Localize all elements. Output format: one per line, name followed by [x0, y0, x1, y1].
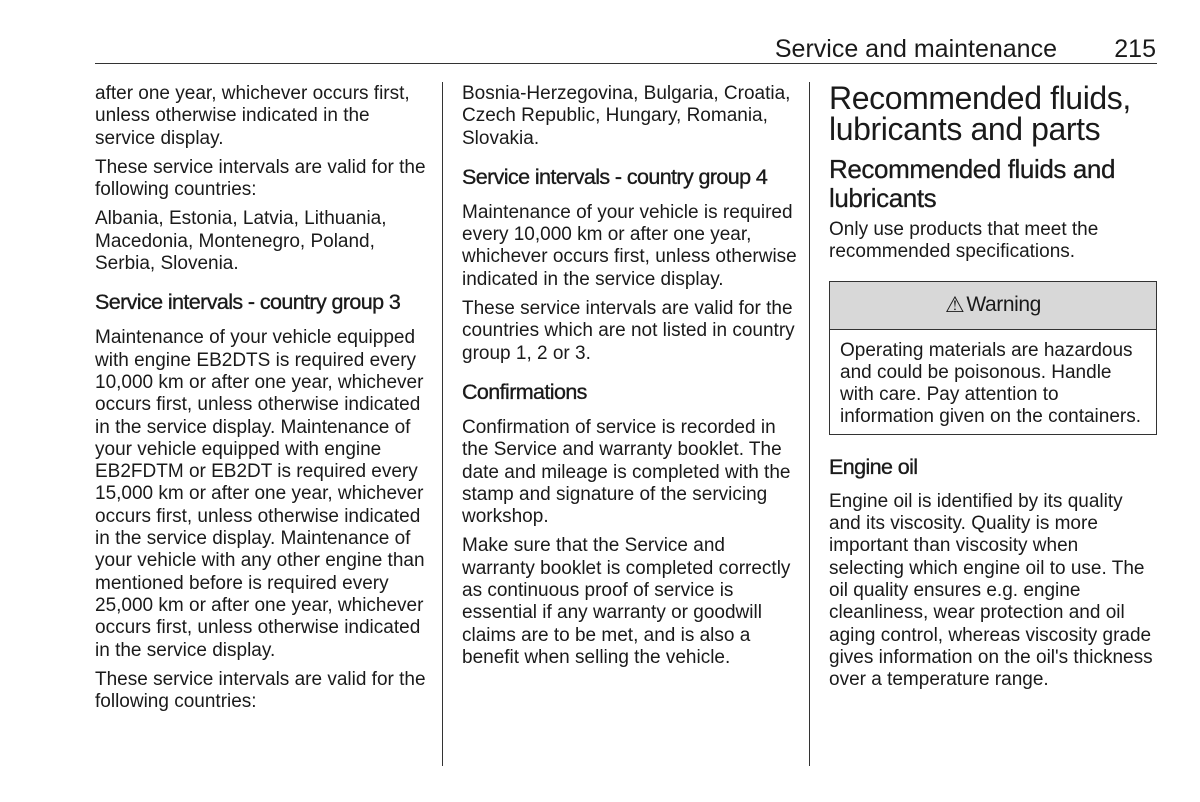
- warning-title: Warning: [966, 293, 1041, 317]
- paragraph: Maintenance of your vehicle equipped with engine EB2DTS is required every 10,000 km or after one year, whichever occurs first, unless otherwise indicated in the service display. Maintenance of your vehicle equipped with engine EB2FDTM or EB2DT is required every 15,000 km or after one year, whichever occurs first, unless otherwise indicated in the service display. Maintenance of your vehicle with any other engine than mentioned before is required every 25,000 km or after one year, whichever occurs first, unless otherwise indicated in the service display.: [95, 327, 425, 661]
- page-header: [95, 33, 1157, 64]
- warning-box: [829, 281, 1157, 435]
- heading-country-group-3: Service intervals - country group 3: [95, 290, 401, 315]
- column-divider-2: [809, 82, 810, 766]
- heading-country-group-4: Service intervals - country group 4: [462, 164, 768, 189]
- heading-engine-oil: Engine oil: [829, 454, 918, 479]
- column-2: [462, 83, 797, 676]
- paragraph: These service intervals are valid for the countries which are not listed in country group 1, 2 or 3.: [462, 298, 795, 364]
- column-3: [829, 80, 1157, 698]
- column-1: [95, 83, 430, 720]
- paragraph: These service intervals are valid for the following countries:: [95, 668, 426, 713]
- paragraph: Confirmation of service is recorded in the Service and warranty booklet. The date and mileage is completed with the stamp and signature of the servicing workshop.: [462, 416, 791, 528]
- section-title: Service and maintenance: [774, 35, 1057, 63]
- warning-header: [830, 282, 1156, 330]
- column-divider-1: [442, 82, 443, 766]
- paragraph: Make sure that the Service and warranty booklet is completed correctly as continuous proof of service is essential if any warranty or goodwill claims are to be met, and is also a benefit when selling the vehicle.: [462, 535, 791, 668]
- paragraph: Engine oil is identified by its quality and its viscosity. Quality is more important than viscosity when selecting which engine oil to use. The oil quality ensures e.g. engine cleanliness, wear protection and oil aging control, whereas viscosity grade gives information on the oil's thickness over a temperature range.: [829, 490, 1153, 691]
- heading-confirmations: Confirmations: [462, 379, 587, 404]
- paragraph: These service intervals are valid for the following countries:: [95, 156, 426, 201]
- warning-triangle-icon: ⚠: [945, 292, 965, 318]
- country-list: Bosnia-Herzegovina, Bulgaria, Croatia, Czech Republic, Hungary, Romania, Slovakia.: [462, 83, 791, 149]
- country-list: Albania, Estonia, Latvia, Lithuania, Macedonia, Montenegro, Poland, Serbia, Slovenia.: [95, 208, 387, 275]
- paragraph: Only use products that meet the recommended specifications.: [829, 219, 1099, 263]
- warning-body: [830, 330, 1156, 434]
- paragraph: after one year, whichever occurs first, unless otherwise indicated in the service display.: [95, 83, 410, 149]
- warning-text: Operating materials are hazardous and could be poisonous. Handle with care. Pay attention to information given on the containers.: [840, 339, 1142, 428]
- section-heading: Recommended fluids and lubricants: [829, 154, 1116, 213]
- page-number: 215: [1114, 35, 1156, 63]
- paragraph: Maintenance of your vehicle is required every 10,000 km or after one year, whichever occurs first, unless otherwise indicated in the service display.: [462, 201, 797, 290]
- chapter-heading: Recommended fluids, lubricants and parts: [829, 80, 1131, 147]
